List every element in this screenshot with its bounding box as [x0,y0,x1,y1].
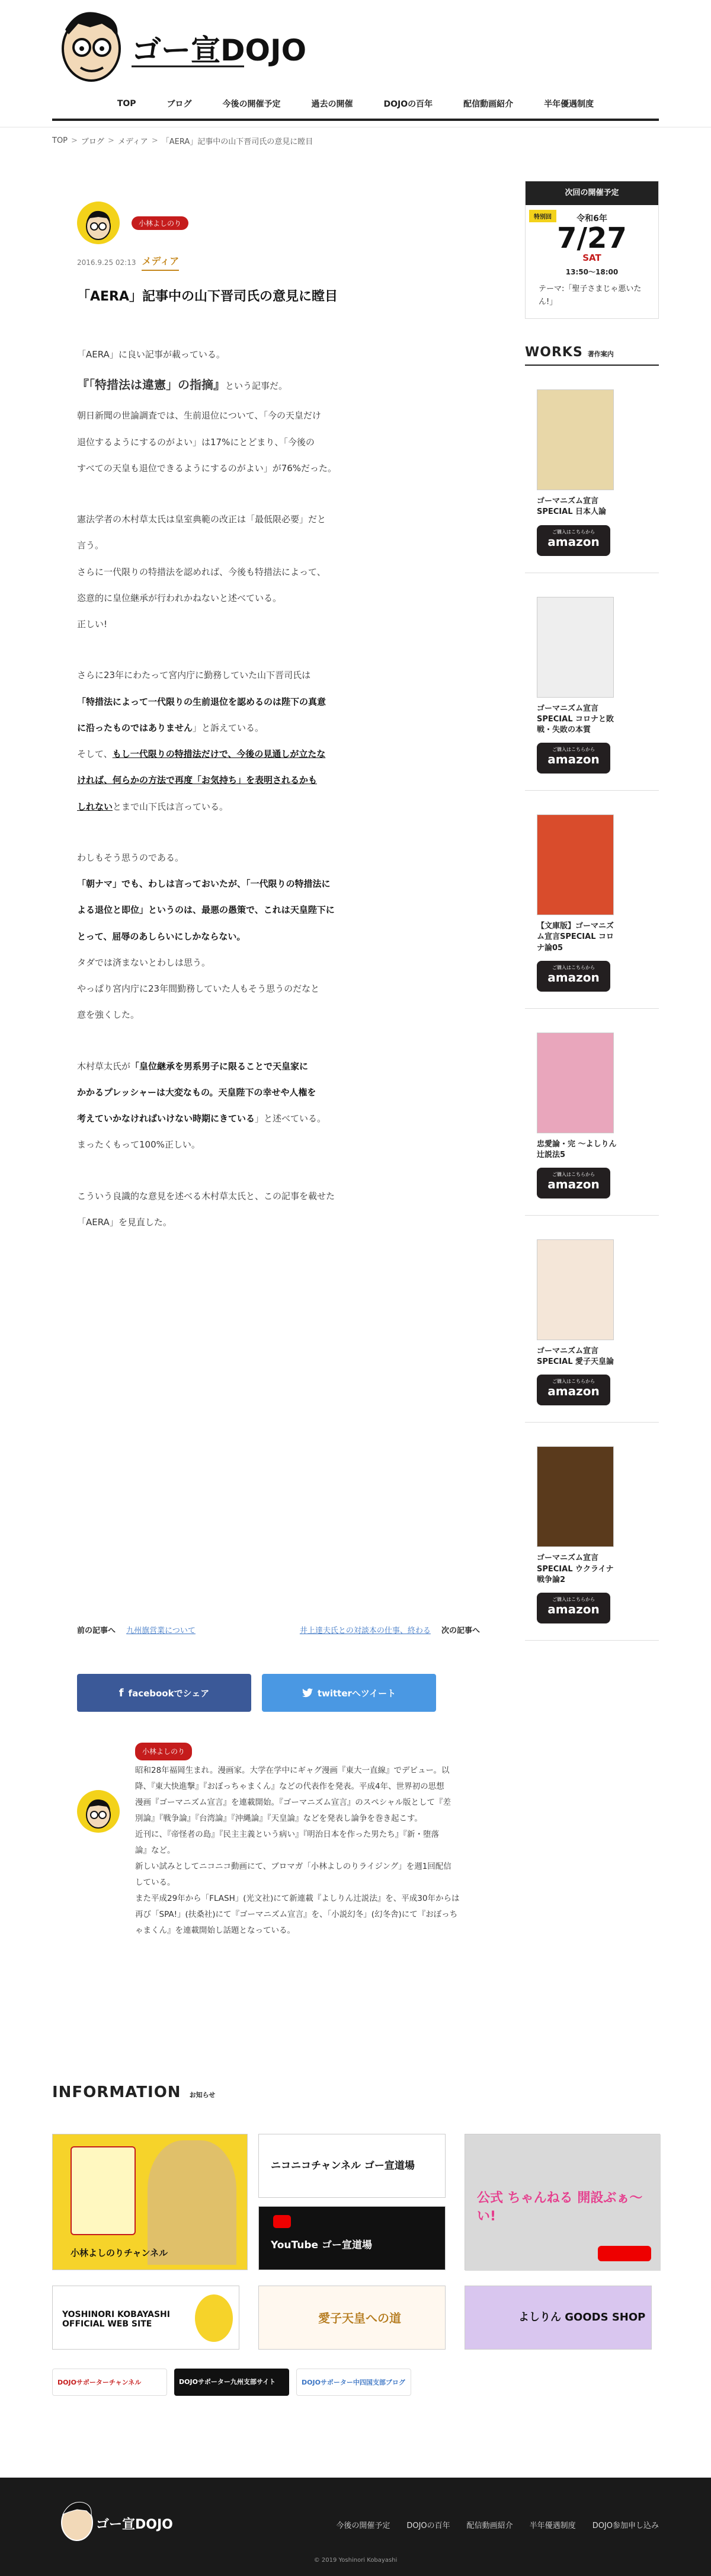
amazon-button[interactable] [537,525,610,556]
nav-videos[interactable]: 配信動画紹介 [463,100,514,109]
paragraph: こういう良識的な意見を述べる木村草太氏と、この記事を載せた [77,1190,335,1201]
bio-line: している。 [135,1878,175,1887]
author-profile [77,1743,480,1939]
works-subtitle: 著作案内 [587,350,614,359]
breadcrumb-blog[interactable]: ブログ [81,138,104,146]
emphasis: 「朝ナマ」でも、わしは言っておいたが、 [77,878,246,889]
facebook-icon: f [118,1686,124,1699]
nav-history[interactable]: DOJOの百年 [383,100,433,109]
main-nav [52,89,659,121]
bio-line: ゃまくん』を連載開始し話題となっている。 [135,1926,295,1935]
banner-supporter-channel[interactable] [52,2369,167,2396]
next-event-box[interactable] [525,181,659,319]
paragraph: 退位するようにするのがよい」は17%にとどまり、「今後の [77,436,315,448]
nav-past[interactable]: 過去の開催 [311,100,353,109]
author-badge[interactable]: 小林よしのり [132,216,188,230]
paragraph [77,741,492,767]
work-item[interactable] [525,1009,659,1216]
amazon-button-caption: ご購入はこちらから [552,1597,595,1602]
paragraph: 「AERA」を見直した。 [77,1216,172,1228]
banner-label: DOJOサポーターチャンネル [57,2379,142,2386]
footer-nav [336,2519,659,2530]
paragraph [77,794,492,820]
chevron-right-icon: > [151,136,158,145]
bio-line: 論』など。 [135,1846,175,1855]
character-image [195,2294,233,2342]
event-weekday: SAT [582,253,601,263]
work-title[interactable]: ゴーマニズム宣言SPECIAL 愛子天皇論 [537,1347,614,1367]
paragraph: 「AERA」に良い記事が載っている。 [77,349,225,360]
paragraph [77,767,492,793]
amazon-button[interactable] [537,1375,610,1405]
article-category[interactable]: メディア [142,254,179,271]
event-theme: テーマ:「聖子さまじゃ悪いたん!」 [539,285,642,307]
twitter-share-button[interactable] [262,1674,436,1712]
work-title[interactable]: 忠愛論・完 ～よしりん辻説法5 [537,1139,617,1159]
next-article-link[interactable]: 井上達夫氏との対談本の仕事、終わる [299,1626,431,1635]
nav-membership[interactable]: 半年優遇制度 [544,100,594,109]
breadcrumb-media[interactable]: メディア [117,138,148,146]
spacer [77,481,492,506]
footer-nav-history[interactable]: DOJOの百年 [406,2521,450,2530]
work-item[interactable] [525,366,659,573]
author-badge[interactable]: 小林よしのり [135,1743,192,1760]
banner-official-site[interactable] [52,2286,239,2350]
works-heading [525,345,659,366]
footer-nav-apply[interactable]: DOJO参加申し込み [592,2521,659,2530]
text: 」と述べている。 [255,1113,326,1124]
bio-line: 別論』『戦争論』『台湾論』『沖縄論』『天皇論』などを発表し論争を巻き起こす。 [135,1814,422,1823]
next-article [300,1624,480,1635]
work-title[interactable]: ゴーマニズム宣言SPECIAL ウクライナ戦争論2 [537,1554,614,1584]
banner-label: YouTube ゴー宣道場 [271,2239,372,2251]
amazon-logo-text: amazon [547,1177,600,1192]
amazon-logo-text: amazon [547,752,600,767]
emphasis: 「特措法によって一代限りの生前退位を認めるのは陛下の真意 [77,696,326,707]
paragraph [77,715,492,741]
twitter-bird-icon [302,1688,313,1698]
work-item[interactable] [525,573,659,791]
spacer [77,637,492,662]
banner-label: DOJOサポーター九州支部サイト [179,2378,276,2386]
amazon-button-caption: ご購入はこちらから [552,1379,595,1385]
amazon-button[interactable] [537,961,610,992]
bio-line: 新しい試みとしてニコニコ動画にて、ブロマガ「小林よしのりライジング」を週1回配信 [135,1862,451,1871]
sidebar [525,181,659,1641]
amazon-logo-text: amazon [547,534,600,549]
spacer [77,1158,492,1183]
youtube-play-icon [273,2215,291,2228]
paragraph [77,689,492,715]
author-bio [135,1743,459,1939]
facebook-share-label: facebookでシェア [128,1687,210,1699]
author-avatar [77,1790,120,1833]
footer-logo[interactable] [57,2497,173,2544]
banner-niconico[interactable] [258,2134,446,2198]
footer-nav-videos[interactable]: 配信動画紹介 [466,2521,513,2530]
next-label: 次の記事へ [441,1626,480,1635]
paragraph: やっぱり宮内庁に23年間勤務していた人もそう思うのだなと [77,983,320,994]
footer-nav-schedule[interactable]: 今後の開催予定 [336,2521,390,2530]
work-title[interactable]: ゴーマニズム宣言SPECIAL 日本人論 [537,497,607,517]
banner-label: ニコニコチャンネル ゴー宣道場 [271,2160,415,2172]
paragraph: すべての天皇も退位できるようにするのがよい」が76%だった。 [77,462,337,474]
logo-text: ゴー宣DOJO [132,33,307,68]
paragraph: わしもそう思うのである。 [77,852,184,863]
book-cover-image[interactable] [537,389,614,490]
emphasis: かかるプレッシャーは大変なもの。天皇陛下の幸せや人権を [77,1086,316,1098]
book-cover-image[interactable] [537,1239,614,1340]
site-header [0,0,711,122]
site-footer [0,2478,711,2576]
twitter-share-label: twitterへツイート [317,1687,396,1699]
next-event-heading: 次回の開催予定 [526,181,658,205]
emphasis: 「一代限りの特措法に [246,878,331,889]
prev-article [77,1624,196,1635]
information-heading [52,2083,215,2101]
share-buttons [77,1674,436,1712]
copyright: © 2019 Yoshinori Kobayashi [313,2557,398,2564]
emphasis: ければ、何らかの方法で再度「お気持ち」を表明されるかも [77,775,318,786]
paragraph: さらに一代限りの特措法を認めれば、今後も特措法によって、 [77,566,326,577]
book-cover-image[interactable] [537,1446,614,1547]
text: とまで山下氏は言っている。 [113,801,229,812]
bio-line: 昭和28年福岡生まれ。漫画家。大学在学中にギャグ漫画『東大一直線』でデビュー。以 [135,1766,450,1775]
text: という記事だ。 [225,381,288,392]
paragraph: 恣意的に皇位継承が行われかねないと述べている。 [77,592,282,603]
work-title[interactable]: 【文庫版】ゴーマニズム宣言SPECIAL コロナ論05 [537,922,614,953]
amazon-button-caption: ご購入はこちらから [552,964,595,970]
paragraph: 憲法学者の木村草太氏は皇室典範の改正は「最低限必要」だと [77,514,326,525]
paragraph [77,367,492,402]
book-cover-image[interactable] [537,1033,614,1133]
next-event-body [526,205,658,318]
work-title[interactable]: ゴーマニズム宣言SPECIAL コロナと敗戦・失敗の本質 [537,704,614,734]
amazon-logo-text: amazon [547,1384,600,1399]
work-item[interactable] [525,1423,659,1641]
emphasis: 『「特措法は違憲」の指摘』 [77,378,225,392]
nav-schedule[interactable]: 今後の開催予定 [222,100,281,109]
amazon-button[interactable] [537,1593,610,1623]
banner-chushikoku[interactable] [296,2369,411,2396]
work-item[interactable] [525,791,659,1009]
youtube-logo-icon [598,2246,651,2261]
breadcrumb-top[interactable]: TOP [52,136,68,145]
emphasis: 「皇位継承を男系男子に限ることで天皇家に [130,1060,309,1072]
spacer [77,820,492,845]
emphasis: とって、屈辱のあしらいにしかならない。 [77,931,246,942]
information-title: INFORMATION [52,2083,181,2101]
spacer [77,1028,492,1053]
site-logo[interactable] [55,6,307,83]
paragraph: 朝日新聞の世論調査では、生前退位について、「今の天皇だけ [77,410,321,421]
nav-blog[interactable]: ブログ [166,100,192,109]
amazon-button-caption: ご購入はこちらから [552,747,595,753]
works-title: WORKS [525,345,583,360]
paragraph: 言う。 [77,540,104,551]
article-date: 2016.9.25 02:13 [77,258,136,267]
paragraph [77,1053,492,1079]
paragraph [77,871,492,897]
paragraph: 正しい! [77,619,108,629]
banner-yoshinori-channel[interactable] [52,2134,248,2270]
article-author-row [77,202,492,244]
event-era: 令和6年 [577,214,607,223]
amazon-logo-text: amazon [547,1602,600,1616]
chevron-right-icon: > [107,136,114,145]
paragraph: さらに23年にわたって宮内庁に勤務していた山下晋司氏は [77,670,311,681]
article-body [77,341,492,1235]
prev-article-link[interactable]: 九州旗営業について [126,1626,196,1635]
bio-line: 降、『東大快進撃』『おぼっちゃまくん』などの代表作を発表。平成4年、世界初の思想 [135,1782,444,1791]
work-item[interactable] [525,1216,659,1423]
breadcrumb [52,135,313,146]
paragraph: タダでは済まないとわしは思う。 [77,957,211,968]
chevron-right-icon: > [71,136,78,145]
bio-line: 近刊に、『帝怪者の島』『民主主義という病い』『明治日本を作った男たち』『新・堕落 [135,1830,439,1839]
banner-inset [71,2146,136,2235]
banner-label: 愛子天皇への道 [318,2311,401,2325]
nav-top[interactable]: TOP [117,99,136,108]
bio-line: また平成29年から「FLASH」(光文社)にて新連載『よしりん辻説法』を、平成30年からは [135,1894,460,1903]
footer-nav-membership[interactable]: 半年優遇制度 [529,2521,576,2530]
paragraph [77,1079,492,1105]
bio-line: 再び「SPA!」(扶桑社)にて『ゴーマニズム宣言』を、「小説幻冬」(幻冬舎)にて『おぼっち [135,1910,458,1919]
paragraph: まったくもって100%正しい。 [77,1139,200,1150]
paragraph [77,923,492,950]
banner-official-channel[interactable] [465,2134,660,2270]
text: 木村草太氏が [77,1060,131,1072]
banner-label: よしりん GOODS SHOP [518,2311,646,2323]
amazon-button[interactable] [537,743,610,774]
event-time: 13:50〜18:00 [565,268,619,276]
article-meta [77,254,492,271]
banner-goods-shop[interactable] [465,2286,652,2350]
paragraph: 意を強くした。 [77,1009,140,1021]
author-avatar [77,202,120,244]
prev-next-nav [77,1624,480,1635]
banner-aiko[interactable] [258,2286,446,2350]
emphasis: に沿ったものではありません [77,722,193,733]
information-subtitle: お知らせ [189,2091,216,2099]
amazon-logo-text: amazon [547,970,600,985]
bio-line: 漫画『ゴーマニズム宣言』を連載開始。『ゴーマニズム宣言』のスペシャル版として『差 [135,1798,451,1807]
text: 」と訴えている。 [193,722,264,733]
prev-label: 前の記事へ [77,1626,116,1635]
emphasis: 考えていかなければいけない時期にきている [77,1113,255,1124]
article-title: 「AERA」記事中の山下晋司氏の意見に瞠目 [77,289,338,304]
special-badge: 特別回 [529,210,556,222]
amazon-button-caption: ご購入はこちらから [552,1172,595,1178]
banner-label: 公式 ちゃんねる 開設ぶぁ～い! [477,2191,643,2224]
emphasis: もし一代限りの特措法だけで、今後の見通しが立たな [112,749,326,759]
paragraph [77,1105,492,1132]
banner-label: DOJOサポーター中四国支部ブログ [302,2379,405,2386]
banner-youtube[interactable] [258,2206,446,2270]
book-cover-image[interactable] [537,814,614,915]
event-date: 7/27 [557,222,627,255]
amazon-button-caption: ご購入はこちらから [552,529,595,535]
facebook-share-button[interactable] [77,1674,251,1712]
emphasis: よる退位と即位」というのは、最悪の愚策で、これは天皇陛下に [77,905,335,916]
text: そして、 [77,749,113,759]
article [77,202,492,1235]
breadcrumb-current: 「AERA」記事中の山下晋司氏の意見に瞠目 [161,138,313,146]
banner-label: YOSHINORI KOBAYASHI OFFICIAL WEB SITE [62,2310,170,2329]
footer-logo-text: ゴー宣DOJO [96,2517,173,2532]
emphasis: しれない [77,801,113,812]
amazon-button[interactable] [537,1168,610,1198]
banner-label: 小林よしのりチャンネル [71,2248,168,2258]
works-list [525,366,659,1641]
banner-kyushu[interactable] [174,2369,289,2396]
paragraph [77,897,492,923]
book-cover-image[interactable] [537,597,614,698]
